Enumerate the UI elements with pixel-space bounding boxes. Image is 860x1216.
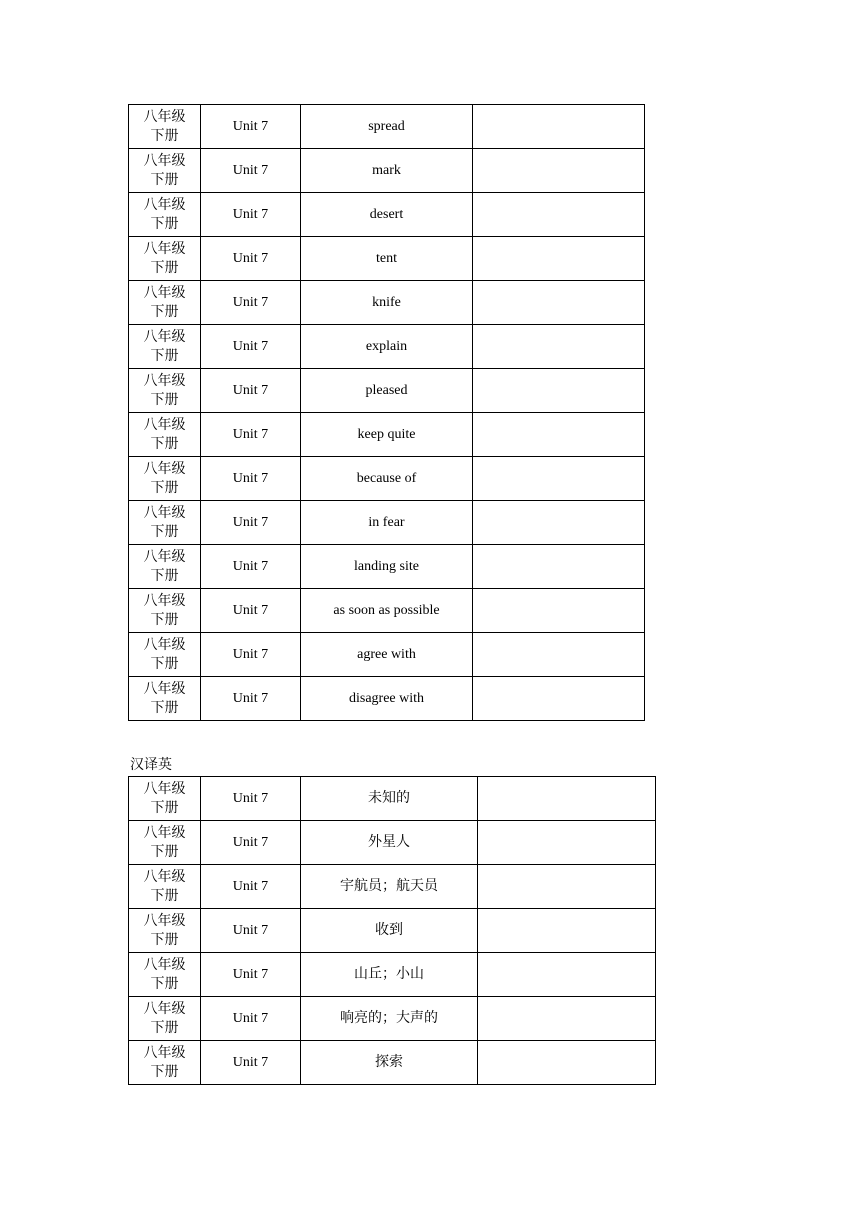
table-row: [129, 1041, 656, 1085]
grade-cell: [129, 865, 201, 909]
chinese-to-english-table: [128, 776, 656, 1085]
grade-cell: [129, 501, 201, 545]
volume-text: 下册: [150, 800, 179, 816]
volume-text: 下册: [150, 888, 179, 904]
unit-cell: Unit 7: [201, 777, 301, 821]
unit-cell: Unit 7: [201, 953, 301, 997]
word-cell: 未知的: [301, 777, 478, 821]
answer-cell[interactable]: [473, 237, 645, 281]
volume-text: 下册: [150, 568, 179, 584]
answer-cell[interactable]: [473, 193, 645, 237]
table-row: [129, 677, 645, 721]
grade-text: 八年级: [143, 593, 186, 609]
grade-text: 八年级: [143, 825, 186, 841]
table-row: [129, 237, 645, 281]
grade-text: 八年级: [143, 549, 186, 565]
unit-cell: Unit 7: [201, 1041, 301, 1085]
unit-cell: Unit 7: [201, 909, 301, 953]
word-cell: 探索: [301, 1041, 478, 1085]
table-row: [129, 149, 645, 193]
grade-text: 八年级: [143, 241, 186, 257]
grade-text: 八年级: [143, 1001, 186, 1017]
grade-cell: [129, 193, 201, 237]
grade-text: 八年级: [143, 197, 186, 213]
answer-cell[interactable]: [478, 821, 656, 865]
volume-text: 下册: [150, 1020, 179, 1036]
answer-cell[interactable]: [473, 457, 645, 501]
unit-cell: Unit 7: [201, 237, 301, 281]
volume-text: 下册: [150, 656, 179, 672]
word-cell: agree with: [301, 633, 473, 677]
english-to-chinese-table: [128, 104, 645, 721]
answer-cell[interactable]: [473, 281, 645, 325]
volume-text: 下册: [150, 612, 179, 628]
word-cell: explain: [301, 325, 473, 369]
unit-cell: Unit 7: [201, 545, 301, 589]
table-row: [129, 105, 645, 149]
table-row: [129, 589, 645, 633]
table-row: [129, 633, 645, 677]
table-row: [129, 193, 645, 237]
grade-text: 八年级: [143, 153, 186, 169]
unit-cell: Unit 7: [201, 633, 301, 677]
word-cell: 响亮的；大声的: [301, 997, 478, 1041]
answer-cell[interactable]: [478, 953, 656, 997]
grade-cell: [129, 633, 201, 677]
section-label-chinese-to-english: 汉译英: [130, 758, 172, 773]
volume-text: 下册: [150, 260, 179, 276]
answer-cell[interactable]: [478, 909, 656, 953]
grade-cell: [129, 281, 201, 325]
grade-cell: [129, 369, 201, 413]
table-row: [129, 777, 656, 821]
word-cell: landing site: [301, 545, 473, 589]
volume-text: 下册: [150, 392, 179, 408]
volume-text: 下册: [150, 700, 179, 716]
answer-cell[interactable]: [478, 777, 656, 821]
unit-cell: Unit 7: [201, 821, 301, 865]
grade-cell: [129, 237, 201, 281]
grade-cell: [129, 545, 201, 589]
word-cell: mark: [301, 149, 473, 193]
grade-cell: [129, 589, 201, 633]
word-cell: 山丘；小山: [301, 953, 478, 997]
table-row: [129, 501, 645, 545]
grade-text: 八年级: [143, 869, 186, 885]
grade-cell: [129, 821, 201, 865]
word-cell: 宇航员；航天员: [301, 865, 478, 909]
table-row: [129, 369, 645, 413]
table-row: [129, 545, 645, 589]
unit-cell: Unit 7: [201, 105, 301, 149]
table-row: [129, 821, 656, 865]
volume-text: 下册: [150, 172, 179, 188]
grade-text: 八年级: [143, 637, 186, 653]
volume-text: 下册: [150, 436, 179, 452]
table-row: [129, 281, 645, 325]
grade-cell: [129, 909, 201, 953]
unit-cell: Unit 7: [201, 325, 301, 369]
answer-cell[interactable]: [473, 589, 645, 633]
word-cell: pleased: [301, 369, 473, 413]
grade-text: 八年级: [143, 957, 186, 973]
table-row: [129, 953, 656, 997]
volume-text: 下册: [150, 480, 179, 496]
grade-cell: [129, 457, 201, 501]
grade-cell: [129, 777, 201, 821]
answer-cell[interactable]: [473, 369, 645, 413]
volume-text: 下册: [150, 844, 179, 860]
grade-text: 八年级: [143, 681, 186, 697]
word-cell: desert: [301, 193, 473, 237]
volume-text: 下册: [150, 216, 179, 232]
answer-cell[interactable]: [478, 997, 656, 1041]
word-cell: because of: [301, 457, 473, 501]
table-row: [129, 997, 656, 1041]
unit-cell: Unit 7: [201, 677, 301, 721]
grade-text: 八年级: [143, 373, 186, 389]
chinese-to-english-table-body: [129, 777, 656, 1085]
word-cell: 收到: [301, 909, 478, 953]
unit-cell: Unit 7: [201, 589, 301, 633]
table-row: [129, 325, 645, 369]
answer-cell[interactable]: [473, 325, 645, 369]
grade-cell: [129, 677, 201, 721]
unit-cell: Unit 7: [201, 457, 301, 501]
grade-text: 八年级: [143, 109, 186, 125]
answer-cell[interactable]: [473, 633, 645, 677]
grade-cell: [129, 1041, 201, 1085]
unit-cell: Unit 7: [201, 369, 301, 413]
unit-cell: Unit 7: [201, 501, 301, 545]
volume-text: 下册: [150, 304, 179, 320]
grade-text: 八年级: [143, 505, 186, 521]
answer-cell[interactable]: [478, 865, 656, 909]
unit-cell: Unit 7: [201, 413, 301, 457]
volume-text: 下册: [150, 524, 179, 540]
unit-cell: Unit 7: [201, 281, 301, 325]
grade-cell: [129, 953, 201, 997]
unit-cell: Unit 7: [201, 149, 301, 193]
grade-text: 八年级: [143, 1045, 186, 1061]
volume-text: 下册: [150, 1064, 179, 1080]
grade-cell: [129, 413, 201, 457]
grade-text: 八年级: [143, 329, 186, 345]
word-cell: keep quite: [301, 413, 473, 457]
table-row: [129, 909, 656, 953]
word-cell: in fear: [301, 501, 473, 545]
table-row: [129, 457, 645, 501]
answer-cell[interactable]: [478, 1041, 656, 1085]
answer-cell[interactable]: [473, 545, 645, 589]
unit-cell: Unit 7: [201, 865, 301, 909]
grade-cell: [129, 105, 201, 149]
grade-text: 八年级: [143, 285, 186, 301]
grade-text: 八年级: [143, 781, 186, 797]
word-cell: spread: [301, 105, 473, 149]
word-cell: as soon as possible: [301, 589, 473, 633]
grade-cell: [129, 997, 201, 1041]
answer-cell[interactable]: [473, 413, 645, 457]
answer-cell[interactable]: [473, 149, 645, 193]
grade-text: 八年级: [143, 461, 186, 477]
word-cell: 外星人: [301, 821, 478, 865]
volume-text: 下册: [150, 348, 179, 364]
grade-text: 八年级: [143, 417, 186, 433]
grade-cell: [129, 149, 201, 193]
table-row: [129, 413, 645, 457]
word-cell: tent: [301, 237, 473, 281]
word-cell: disagree with: [301, 677, 473, 721]
word-cell: knife: [301, 281, 473, 325]
grade-text: 八年级: [143, 913, 186, 929]
volume-text: 下册: [150, 976, 179, 992]
answer-cell[interactable]: [473, 501, 645, 545]
answer-cell[interactable]: [473, 105, 645, 149]
volume-text: 下册: [150, 932, 179, 948]
grade-cell: [129, 325, 201, 369]
table-row: [129, 865, 656, 909]
unit-cell: Unit 7: [201, 193, 301, 237]
unit-cell: Unit 7: [201, 997, 301, 1041]
english-to-chinese-table-body: [129, 105, 645, 721]
answer-cell[interactable]: [473, 677, 645, 721]
volume-text: 下册: [150, 128, 179, 144]
